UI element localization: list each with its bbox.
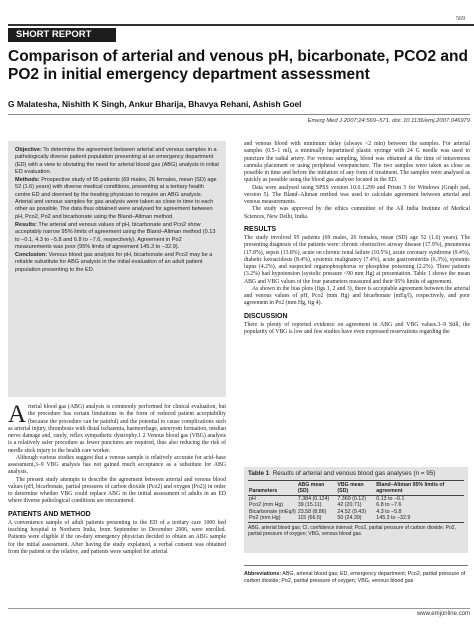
- methods-paragraph-3: The study was approved by the ethics committee of the All India Institute of Medical Sciences, New Delhi, India.: [244, 206, 470, 220]
- table-cell: 115 (66.5): [297, 515, 337, 522]
- methods-text: Prospective study of 95 patients (69 males, 26 females, mean (SD) age 52 (1.6) years) with diverse medical conditions, presenting at a tertiary health centre ED and deemed by the treating physician to require an ABG analysis. Arterial and venous samples for gas analysis were taken as close in time to each other as possible. The data thus obtained were analysed for agreement between pH, Pco2, Po2 and bicarbonate using the Bland–Altman method.: [15, 177, 217, 220]
- table-cell: 7.384 (0.124): [297, 495, 330, 502]
- table-caption-text: Results of arterial and venous blood gas analyses (n = 95): [272, 470, 436, 477]
- results-paragraph-2: As shown in the bias plots (figs 1, 2 and 3), there is acceptable agreement between the arterial and venous values of pH, Pco2 (mm Hg) and bicarbonate (mEq/l), respectively, and poor agreement in Po2 (mm Hg, fig 4).: [244, 285, 470, 307]
- abbreviations-box: [244, 571, 468, 585]
- results-paragraph-1: The study involved 95 patients (69 males, 26 females, mean (SD) age 52 (1.6) years). The presenting diagnosis of the patients were: chronic obstructive airway disease (17.9%), pneumonia (17.8%), sepsis (13.8%), acute on chronic renal failure (10.5%), acute coronary syndrome (9.4%), diabetic ketoacidosis (8.4%), systemic malignancy (7.4%), acute gastroenteritis (6.3%), systemic lupus (4.2%), and suspected organophosphorus or phosphine poisoning (2.2%). Three patients (3.2%) had hypotension (systolic pressure <90 mm Hg) at presentation. Table 1 shows the mean ABG and VBG values of the four parameters measured and their 95% limits of agreement.: [244, 235, 470, 285]
- citation: Emerg Med J 2007;24:569–571. doi: 10.1136/emj.2007.046979: [307, 118, 470, 124]
- table-cell: 6.8 to −7.6: [376, 502, 402, 509]
- table-cell: Po2 (mm Hg): [248, 515, 297, 522]
- table-cell: 0.13 to −0.1: [376, 495, 405, 502]
- table-cell: 42 (20.71): [337, 502, 362, 509]
- table-caption-label: Table 1: [248, 470, 270, 477]
- left-column-body: [8, 401, 226, 556]
- table-header-cell: ABG mean (SD): [297, 480, 337, 495]
- methods-paragraph-2: Data were analysed using SPSS version 10.0.1.299 and Prism 5 for Windows (Graph pad, version 5). The Bland–Altman method was used to calculate agreement between arterial and venous measurements.: [244, 184, 470, 205]
- abbreviations-label: Abbreviations:: [244, 571, 282, 577]
- table-cell: pH: [249, 495, 256, 502]
- intro-paragraph-2: Although various studies suggest that a venous sample is relatively accurate for acid–base assessment,3–9 VBG analysis has not gained much acceptance as a substitute for ABG analysis.: [8, 454, 226, 476]
- header-rule: [8, 24, 474, 26]
- table-cell: 4.3 to −5.8: [376, 508, 402, 515]
- results-table: [248, 480, 464, 523]
- abstract-conclusion: [15, 252, 219, 274]
- abstract-box: [8, 141, 226, 397]
- right-column-body: [244, 141, 470, 336]
- page-number: 569: [456, 16, 465, 22]
- abstract-results: [15, 222, 219, 251]
- footer-rule: [8, 608, 470, 609]
- results-heading: RESULTS: [244, 225, 277, 233]
- table-cell: Pco2 (mm Hg): [249, 502, 284, 509]
- conclusion-label: Conclusion:: [15, 252, 48, 259]
- table-cell: 23.58 (8.86): [297, 508, 327, 515]
- author-list: G Malatesha, Nishith K Singh, Ankur Bharija, Bhavya Rehani, Ashish Goel: [8, 99, 302, 109]
- discussion-paragraph-1: There is plenty of reported evidence on agreement in ABG and VBG values.3–9 Still, the popularity of VBG is low and few studies have even expressed reservations regarding the: [244, 321, 470, 335]
- table-caption: [248, 470, 464, 478]
- table-row: [248, 515, 464, 522]
- intro-paragraph-3: The present study attempts to describe the agreement between arterial and venous blood values (pH, bicarbonate, partial pressures of carbon dioxide (Pco2) and oxygen (Po2)) in order to determine whether VBG could replace ABG in the initial assessment of adults in an ED where diverse pathological conditions are encountered.: [8, 476, 226, 505]
- table-header-cell: VBG mean (SD): [336, 480, 375, 495]
- table-cell: Bicarbonate (mEq/l): [249, 508, 296, 515]
- citation-rule: [8, 114, 470, 115]
- methods-continued: and venous blood with minimum delay (always <2 min) between the samples. For arterial samples (0.5–1 ml), a minimally heparinised plastic syringe with 24 G needle was used to puncture the radial artery. For venous sampling, blood was obtained at the time of intravenous cannula placement or using peripheral venepuncture. The two samples were taken as close as possible in time and before the initiation of any form of treatment. The samples were analysed as quickly as possible using the blood gas analyser located in the ED.: [244, 141, 470, 184]
- conclusion-text: Venous blood gas analysis for pH, bicarbonate and Pco2 may be a reliable substitute for ABG analysis in the initial evaluation of an adult patient population presenting to the ED.: [15, 252, 213, 273]
- section-tab: SHORT REPORT: [8, 28, 116, 42]
- intro-paragraph-1: [8, 401, 226, 455]
- intro-p1-text: rterial blood gas (ABG) analysis is commonly performed for clinical evaluation, but the procedure has certain limitations in the form of reduced patient acceptability (because the procedure can be painful) and the potential to cause complications such as arterial injury, thrombosis with distal ischaemia, haemorrhage, aneurysm formation, median nerve damage and, rarely, reflex sympathetic dystrophy.1 2 Venous blood gas (VBG) analysis is a relatively safer procedure as fewer punctures are required, thus also reducing the risk of needle stick injury to the health care worker.: [8, 404, 226, 454]
- abbreviations-text: ABG, arterial blood gas; ED, emergency department; Pco2, partial pressure of carbon dioxide; Po2, partial pressure of oxygen; VBG, venous blood gas: [244, 571, 466, 585]
- table-cell: 39 (15.11): [297, 502, 322, 509]
- objective-label: Objective:: [15, 147, 42, 153]
- table-header-cell: Bland–Altman 95% limits of agreement: [375, 480, 464, 495]
- table-cell: 145.3 to −32.9: [375, 515, 464, 522]
- table-row: [248, 495, 464, 502]
- table-header-cell: Parameters: [248, 480, 297, 495]
- results-text: The arterial and venous values of pH, bicarbonate and Pco2 show acceptably narrow 95% limits of agreement using the Bland–Altman method (0.13 to −0.1, 4.3 to −5.8 and 6.8 to −7.6, respectively). Agreement in Po2 measurements was poor (95% limits of agreement 145.3 to −32.9).: [15, 221, 216, 250]
- abbreviations-rule: [244, 565, 468, 566]
- article-title: Comparison of arterial and venous pH, bicarbonate, PCO2 and PO2 in initial emergency department assessment: [8, 48, 468, 83]
- discussion-heading: DISCUSSION: [244, 312, 288, 320]
- methods-label: Methods:: [15, 177, 40, 184]
- table-cell: 24.52 (9.43): [337, 508, 366, 515]
- footer-url: www.emjonline.com: [416, 611, 470, 617]
- abstract-objective: [15, 147, 219, 176]
- table-cell: 50 (24.39): [336, 515, 375, 522]
- drop-cap: A: [8, 401, 27, 428]
- abstract-methods: [15, 177, 219, 221]
- table-header-row: [248, 480, 464, 495]
- table-1: [244, 467, 468, 553]
- objective-text: To determine the agreement between arterial and venous samples in a pathologically diverse patient population presenting at an emergency department (ED) with a view to obviating the need for arterial blood gas (ABG) analysis in initial ED evaluation.: [15, 147, 219, 175]
- table-footnote: ABG, arterial blood gas; CI, confidence interval; Pco2, partial pressure of carbon dioxide; Po2, partial pressure of oxygen; VBG, venous blood gas.: [248, 524, 456, 537]
- table-cell: 7.369 (0.12): [337, 495, 366, 502]
- patients-methods-heading: PATIENTS AND METHOD: [8, 510, 91, 518]
- results-label: Results:: [15, 221, 37, 228]
- methods-paragraph-1: A convenience sample of adult patients presenting to the ED of a tertiary care 1000 bed teaching hospital in Northern India, from September to December 2006, were enrolled. Patients were eligible if the on-duty emergency physician decided to obtain an ABG sample for the initial assessment. After having the study explained, a verbal consent was obtained from the patient or the relative, and patients were sampled for arterial: [8, 519, 226, 555]
